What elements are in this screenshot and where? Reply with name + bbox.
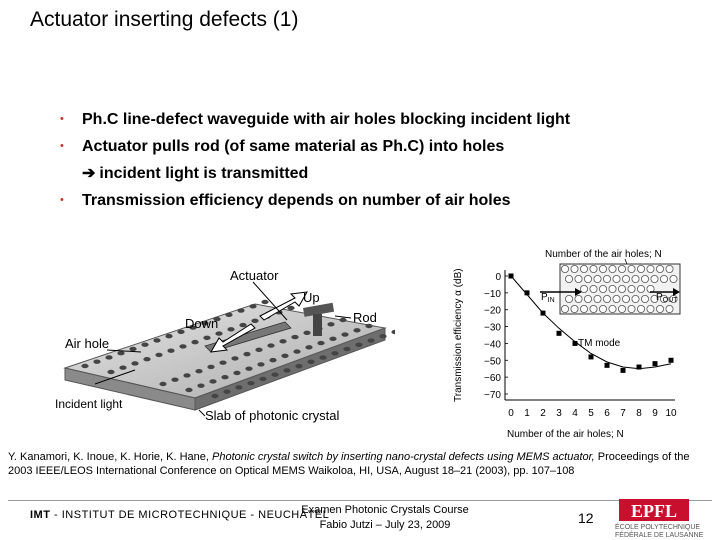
x-tick-label: 1: [524, 408, 530, 419]
data-point: [669, 358, 674, 363]
air-hole: [129, 347, 136, 351]
rod-stem: [313, 314, 322, 336]
air-hole: [171, 378, 178, 382]
inset-hole: [647, 305, 654, 312]
x-tick-label: 2: [540, 408, 546, 419]
inset-hole: [613, 275, 620, 282]
course-title: Examen Photonic Crystals Course: [301, 504, 469, 516]
air-hole: [165, 334, 172, 338]
air-hole: [197, 384, 204, 388]
bullet-list: [60, 106, 570, 214]
x-tick-label: 4: [572, 408, 578, 419]
y-tick-label: −50: [484, 356, 501, 368]
data-point: [637, 365, 642, 370]
x-tick-labels: [508, 408, 677, 419]
course-author-date: Fabio Jutzi – July 23, 2009: [319, 519, 451, 531]
air-hole: [237, 308, 244, 312]
y-tick-label: −60: [484, 373, 501, 385]
transmission-chart: [445, 242, 715, 442]
inset-hole: [609, 265, 616, 272]
x-tick-label: 6: [604, 408, 610, 419]
air-hole: [329, 337, 336, 341]
air-hole: [327, 322, 334, 326]
air-hole-label: Air hole: [65, 336, 110, 351]
inset-hole: [561, 305, 568, 312]
air-hole: [267, 343, 274, 347]
inset-hole: [594, 295, 601, 302]
epfl-logo: [613, 497, 713, 539]
x-axis-label: Number of the air holes; N: [507, 429, 624, 440]
air-hole: [223, 390, 230, 394]
inset-hole: [603, 275, 610, 282]
up-label: Up: [303, 290, 320, 305]
air-hole: [245, 366, 252, 370]
reference-citation: Y. Kanamori, K. Inoue, K. Horie, K. Hane, Photonic crystal switch by inserting nano-crystal defects using MEMS actuator, Proceedings of the 2003 IEEE/LEOS International Conference on Optical MEMS Waikoloa, HI, USA, August 18–21 (2003), pp. 107–108: [8, 451, 690, 477]
air-hole: [141, 342, 148, 346]
data-point: [605, 363, 610, 368]
air-hole: [281, 354, 288, 358]
air-hole: [183, 373, 190, 377]
air-hole: [221, 375, 228, 379]
inset-hole: [666, 305, 673, 312]
data-point: [589, 354, 594, 359]
inset-hole: [599, 305, 606, 312]
svg-text:EPFL: EPFL: [630, 501, 678, 521]
air-hole: [249, 304, 256, 308]
air-hole: [287, 306, 294, 310]
air-hole: [159, 382, 166, 386]
air-hole: [219, 360, 226, 364]
air-hole: [195, 369, 202, 373]
air-hole: [293, 349, 300, 353]
y-tick-label: −20: [484, 305, 501, 317]
air-hole: [105, 355, 112, 359]
y-axis-label: Transmission efficiency α (dB): [453, 268, 464, 402]
inset-hole: [580, 305, 587, 312]
air-hole: [203, 336, 210, 340]
inset-hole: [656, 305, 663, 312]
inset-hole: [571, 265, 578, 272]
air-hole: [231, 356, 238, 360]
air-hole: [305, 345, 312, 349]
inset-hole: [647, 265, 654, 272]
data-point: [525, 290, 530, 295]
y-tick-label: 0: [495, 272, 501, 283]
tm-mode-label: TM mode: [578, 338, 621, 349]
air-hole: [271, 372, 278, 376]
inset-pout-label: $P_{OUT}$: [656, 292, 678, 304]
data-point: [509, 274, 514, 279]
bullet-dot-icon: •: [60, 194, 64, 206]
inset-hole: [641, 295, 648, 302]
air-hole: [191, 340, 198, 344]
svg-text:ÉCOLE POLYTECHNIQUE: ÉCOLE POLYTECHNIQUE: [615, 524, 701, 531]
inset-hole: [637, 305, 644, 312]
inset-hole: [565, 275, 572, 282]
data-point: [557, 331, 562, 336]
air-hole: [255, 348, 262, 352]
inset-hole: [651, 275, 658, 282]
air-hole: [341, 332, 348, 336]
air-hole: [117, 351, 124, 355]
x-tick-label: 9: [652, 408, 658, 419]
down-label: Down: [185, 316, 219, 331]
air-hole: [353, 328, 360, 332]
air-hole: [153, 338, 160, 342]
bullet-dot-icon: •: [60, 113, 64, 125]
inset-hole: [594, 275, 601, 282]
rod-label: Rod: [353, 310, 377, 325]
air-hole: [291, 335, 298, 339]
actuator-label: Actuator: [230, 268, 279, 283]
y-tick-label: −30: [484, 322, 501, 334]
inset-hole: [618, 305, 625, 312]
inset-hole: [599, 265, 606, 272]
y-tick-label: −40: [484, 339, 501, 351]
inset-hole: [580, 265, 587, 272]
course-info: [285, 503, 485, 533]
inset-hole: [571, 305, 578, 312]
inset-hole: [561, 265, 568, 272]
air-hole: [167, 348, 174, 352]
inset-hole: [590, 305, 597, 312]
page-number: 12: [578, 510, 594, 526]
inset-hole: [660, 275, 667, 282]
air-hole: [119, 366, 126, 370]
data-point: [653, 361, 658, 366]
rod-leader: [335, 316, 351, 318]
air-hole: [379, 334, 386, 338]
air-hole: [331, 351, 338, 355]
inset-hole: [580, 285, 587, 292]
inset-hole: [628, 305, 635, 312]
air-hole: [239, 323, 246, 327]
inset-hole: [628, 285, 635, 292]
air-hole: [355, 343, 362, 347]
air-hole: [307, 360, 314, 364]
air-hole: [367, 338, 374, 342]
incident-light-label: Incident light: [55, 397, 123, 411]
inset-hole: [641, 275, 648, 282]
inset-hole: [670, 275, 677, 282]
data-point: [573, 341, 578, 346]
air-hole: [209, 379, 216, 383]
inset-hole: [603, 295, 610, 302]
air-hole: [107, 370, 114, 374]
y-tick-label: −10: [484, 288, 501, 300]
air-hole: [279, 339, 286, 343]
inset-hole: [632, 275, 639, 282]
bullet-item: • Actuator pulls rod (of same material as Ph.C) into holes: [60, 133, 570, 160]
inset-hole: [565, 295, 572, 302]
inset-hole: [637, 285, 644, 292]
air-hole: [179, 344, 186, 348]
x-tick-label: 5: [588, 408, 594, 419]
air-hole: [343, 347, 350, 351]
air-hole: [247, 381, 254, 385]
air-hole: [339, 318, 346, 322]
air-hole: [269, 358, 276, 362]
air-hole: [259, 377, 266, 381]
bullet-item: • Ph.C line-defect waveguide with air holes blocking incident light: [60, 106, 570, 133]
bullet-item: • Transmission efficiency depends on number of air holes: [60, 187, 570, 214]
svg-text:FÉDÉRALE DE LAUSANNE: FÉDÉRALE DE LAUSANNE: [615, 532, 704, 539]
inset-hole: [590, 265, 597, 272]
inset-hole: [590, 285, 597, 292]
inset-hole: [584, 295, 591, 302]
air-hole: [295, 364, 302, 368]
air-hole: [319, 355, 326, 359]
data-point: [621, 368, 626, 373]
inset-hole: [613, 295, 620, 302]
air-hole: [185, 388, 192, 392]
air-hole: [93, 360, 100, 364]
inset-hole: [632, 295, 639, 302]
inset-hole: [637, 265, 644, 272]
air-hole: [233, 371, 240, 375]
air-hole: [155, 353, 162, 357]
inset-hole: [609, 305, 616, 312]
inset-hole: [584, 275, 591, 282]
device-figure: [55, 258, 395, 428]
air-hole: [303, 331, 310, 335]
air-hole: [235, 385, 242, 389]
inset-hole: [599, 285, 606, 292]
x-tick-label: 8: [636, 408, 642, 419]
inset-hole: [575, 275, 582, 282]
inset-hole: [666, 265, 673, 272]
air-hole: [391, 330, 395, 334]
air-hole: [251, 319, 258, 323]
inset-hole: [622, 295, 629, 302]
inset-hole: [618, 285, 625, 292]
air-hole: [207, 365, 214, 369]
air-hole: [225, 313, 232, 317]
footer-divider: [8, 500, 712, 501]
air-hole: [317, 341, 324, 345]
air-hole: [81, 364, 88, 368]
air-hole: [215, 331, 222, 335]
x-tick-label: 0: [508, 408, 514, 419]
bullet-sub-item: ➔ incident light is transmitted: [82, 165, 309, 182]
inset-hole: [609, 285, 616, 292]
arrow-right-icon: ➔: [82, 165, 96, 182]
y-tick-labels: [484, 272, 508, 401]
air-hole: [131, 361, 138, 365]
slab-label: Slab of photonic crystal: [205, 408, 340, 423]
air-hole: [211, 394, 218, 398]
inset-hole: [628, 265, 635, 272]
inset-hole: [575, 295, 582, 302]
inset-hole: [656, 265, 663, 272]
inset-hole: [618, 265, 625, 272]
slide-title: Actuator inserting defects (1): [30, 8, 299, 31]
x-tick-label: 10: [665, 408, 677, 419]
y-tick-label: −70: [484, 390, 501, 401]
data-point: [541, 311, 546, 316]
air-hole: [283, 368, 290, 372]
air-hole: [177, 330, 184, 334]
imt-logo: IMT - INSTITUT DE MICROTECHNIQUE - NEUCHÂTEL: [30, 509, 330, 521]
inset-pin-label: $P_{IN}$: [541, 292, 555, 304]
air-hole: [227, 327, 234, 331]
bullet-dot-icon: •: [60, 140, 64, 152]
air-hole: [143, 357, 150, 361]
inset-label: Number of the air holes; N: [545, 249, 662, 260]
air-hole: [243, 352, 250, 356]
inset-hole: [622, 275, 629, 282]
x-tick-label: 7: [620, 408, 626, 419]
air-hole: [257, 362, 264, 366]
air-hole: [261, 300, 268, 304]
x-tick-label: 3: [556, 408, 562, 419]
